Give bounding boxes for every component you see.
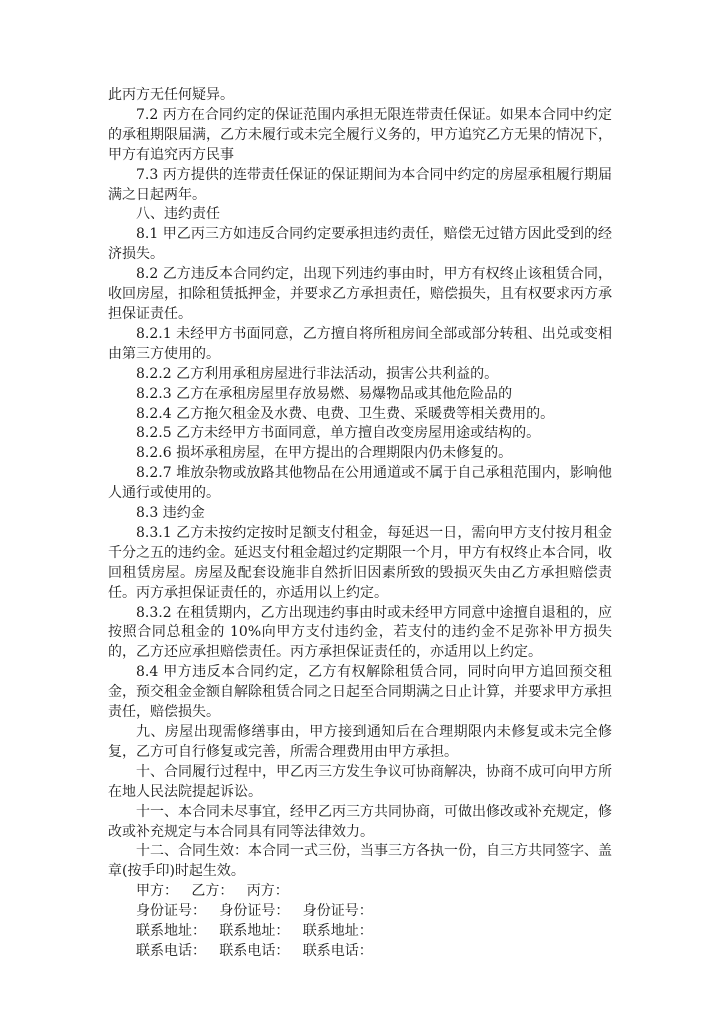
signature-phones: 联系电话： 联系电话： 联系电话：: [136, 942, 373, 959]
contract-body: [108, 86, 612, 962]
section-12: 十二、合同生效：本合同一式三份，当事三方各执一份，自三方共同签字、盖章(按手印)时起生效。: [108, 843, 612, 880]
clause-8-2-4: 8.2.4 乙方拖欠租金及水费、电费、卫生费、采暖费等相关费用的。: [136, 405, 555, 422]
clause-8-2: 8.2 乙方违反本合同约定，出现下列违约事由时，甲方有权终止该租赁合同，收回房屋，扣除租赁抵押金，并要求乙方承担责任，赔偿损失，且有权要求丙方承担保证责任。: [108, 266, 612, 322]
clause-8-1: 8.1 甲乙丙三方如违反合同约定要承担违约责任，赔偿无过错方因此受到的经济损失。: [108, 226, 612, 263]
section-10: 十、合同履行过程中，甲乙丙三方发生争议可协商解决，协商不成可向甲方所在地人民法院提起诉讼。: [108, 763, 612, 800]
clause-8-3-2: 8.3.2 在租赁期内，乙方出现违约事由时或未经甲方同意中途擅自退租的，应按照合同总租金的 10%向甲方支付违约金，若支付的违约金不足弥补甲方损失的，乙方还应承担赔偿责任。丙方承担保证责任的，亦适用以上约定。: [108, 604, 612, 661]
clause-8-2-7: 8.2.7 堆放杂物或放路其他物品在公用通道或不属于自己承租范围内，影响他人通行或使用的。: [108, 465, 612, 502]
section-9: 九、房屋出现需修缮事由，甲方接到通知后在合理期限内未修复或未完全修复，乙方可自行修复或完善，所需合理费用由甲方承担。: [108, 724, 612, 760]
clause-8-3-heading: 8.3 违约金: [136, 505, 205, 522]
section-heading-8: 八、违约责任: [136, 206, 220, 223]
clause-8-2-2: 8.2.2 乙方利用承租房屋进行非法活动，损害公共利益的。: [136, 365, 499, 382]
signature-id-numbers: 身份证号： 身份证号： 身份证号：: [136, 903, 373, 920]
signature-addresses: 联系地址： 联系地址： 联系地址：: [136, 923, 373, 940]
clause-8-2-5: 8.2.5 乙方未经甲方书面同意，单方擅自改变房屋用途或结构的。: [136, 425, 541, 442]
signature-parties: 甲方： 乙方： 丙方：: [136, 883, 289, 900]
clause-7-3: 7.3 丙方提供的连带责任保证的保证期间为本合同中约定的房屋承租履行期届满之日起两年。: [108, 166, 612, 203]
clause-7-2: 7.2 丙方在合同约定的保证范围内承担无限连带责任保证。如果本合同中约定的承租期限届满，乙方未履行或未完全履行义务的，甲方追究乙方无果的情况下，甲方有追究丙方民事: [108, 106, 612, 163]
clause-8-2-6: 8.2.6 损坏承租房屋，在甲方提出的合理期限内仍未修复的。: [136, 445, 513, 462]
clause-8-4: 8.4 甲方违反本合同约定，乙方有权解除租赁合同，同时向甲方追回预交租金，预交租金金额自解除租赁合同之日起至合同期满之日止计算，并要求甲方承担责任，赔偿损失。: [108, 664, 612, 721]
paragraph-0: 此丙方无任何疑异。: [108, 87, 234, 103]
section-11: 十一、本合同未尽事宜，经甲乙丙三方共同协商，可做出修改或补充规定，修改或补充规定与本合同具有同等法律效力。: [108, 803, 612, 840]
clause-8-3-1: 8.3.1 乙方未按约定按时足额支付租金，每延迟一日，需向甲方支付按月租金千分之五的违约金。延迟支付租金超过约定期限一个月，甲方有权终止本合同，收回租赁房屋。房屋及配套设施非自然折旧因素所致的毁损灭失由乙方承担赔偿责任。丙方承担保证责任的，亦适用以上约定。: [108, 524, 612, 601]
clause-8-2-1: 8.2.1 未经甲方书面同意，乙方擅自将所租房间全部或部分转租、出兑或变相由第三方使用的。: [108, 325, 612, 362]
clause-8-2-3: 8.2.3 乙方在承租房屋里存放易燃、易爆物品或其他危险品的: [136, 385, 513, 402]
